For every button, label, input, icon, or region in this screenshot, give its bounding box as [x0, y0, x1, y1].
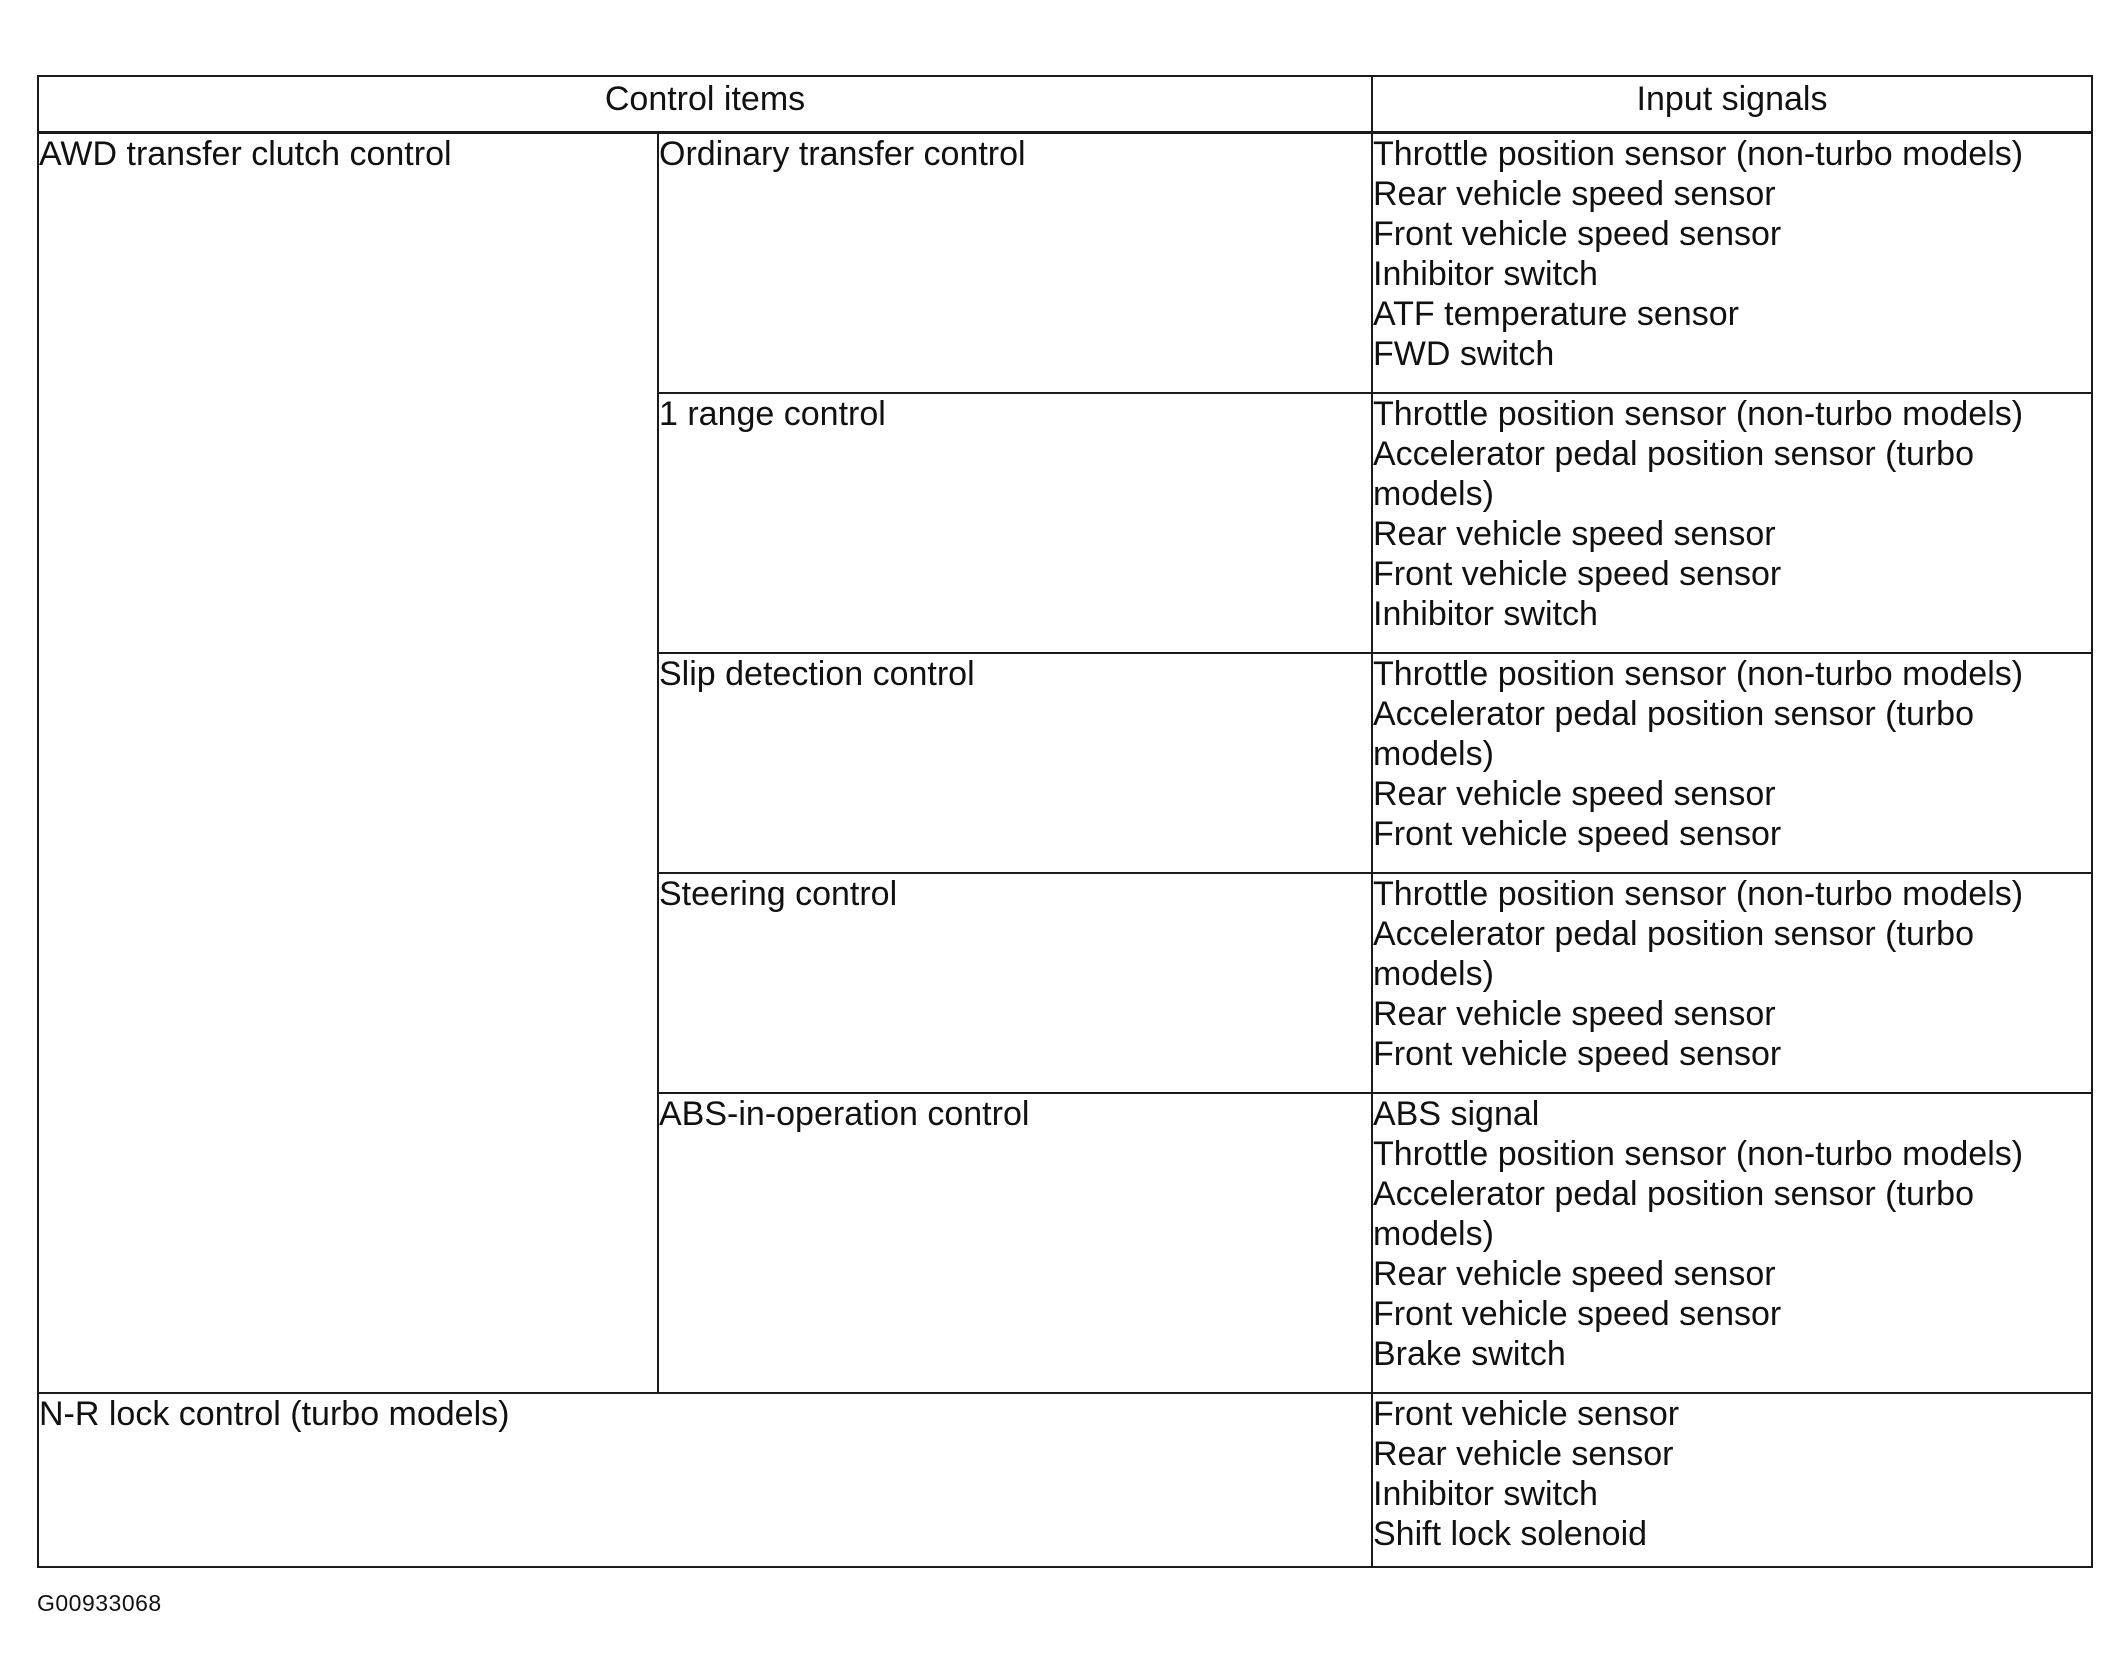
signal-item: Front vehicle speed sensor — [1373, 814, 1782, 853]
figure-id: G00933068 — [37, 1590, 162, 1616]
nr-lock-control-label: N-R lock control (turbo models) — [38, 1393, 1372, 1567]
signal-item: Accelerator pedal position sensor (turbo models) — [1373, 1174, 1974, 1253]
signal-item: Rear vehicle sensor — [1373, 1434, 1674, 1473]
control-item-label: 1 range control — [658, 393, 1372, 653]
header-row — [38, 76, 2092, 133]
awd-group-label: AWD transfer clutch control — [38, 133, 658, 1393]
signal-item: Front vehicle speed sensor — [1373, 1294, 1782, 1333]
control-item-label: ABS-in-operation control — [658, 1093, 1372, 1393]
control-item-label: Steering control — [658, 873, 1372, 1093]
signal-item: Throttle position sensor (non-turbo models) — [1373, 654, 2024, 693]
header-input-signals: Input signals — [1372, 76, 2092, 133]
table-row — [38, 133, 2092, 393]
signal-item: FWD switch — [1373, 335, 1555, 373]
table-row — [38, 1393, 2092, 1567]
signal-item: Brake switch — [1373, 1334, 1566, 1373]
signal-item: ATF temperature sensor — [1373, 295, 1739, 333]
signal-item: Rear vehicle speed sensor — [1373, 1254, 1776, 1293]
signal-item: Inhibitor switch — [1373, 594, 1598, 633]
signal-item: Front vehicle sensor — [1373, 1394, 1680, 1433]
signal-item: Shift lock solenoid — [1373, 1514, 1648, 1553]
signal-item: Rear vehicle speed sensor — [1373, 175, 1776, 213]
signal-item: Inhibitor switch — [1373, 255, 1598, 293]
input-signals-cell — [1372, 393, 2092, 653]
signal-item: Accelerator pedal position sensor (turbo models) — [1373, 914, 1974, 993]
control-items-table — [37, 75, 2093, 1568]
input-signals-cell — [1372, 653, 2092, 873]
signal-item: Rear vehicle speed sensor — [1373, 994, 1776, 1033]
signal-item: Front vehicle speed sensor — [1373, 215, 1782, 253]
signal-item: Throttle position sensor (non-turbo models) — [1373, 135, 2024, 173]
control-item-label: Ordinary transfer control — [658, 133, 1372, 393]
signal-item: ABS signal — [1373, 1094, 1540, 1133]
control-item-label: Slip detection control — [658, 653, 1372, 873]
input-signals-cell — [1372, 873, 2092, 1093]
signal-item: Front vehicle speed sensor — [1373, 554, 1782, 593]
signal-item: Front vehicle speed sensor — [1373, 1034, 1782, 1073]
signal-item: Accelerator pedal position sensor (turbo models) — [1373, 694, 1974, 773]
input-signals-cell — [1372, 1393, 2092, 1567]
signal-item: Inhibitor switch — [1373, 1474, 1598, 1513]
signal-item: Rear vehicle speed sensor — [1373, 774, 1776, 813]
input-signals-cell — [1372, 133, 2092, 393]
signal-item: Throttle position sensor (non-turbo models) — [1373, 1134, 2024, 1173]
signal-item: Accelerator pedal position sensor (turbo models) — [1373, 434, 1974, 513]
input-signals-cell — [1372, 1093, 2092, 1393]
header-control-items: Control items — [38, 76, 1372, 133]
signal-item: Throttle position sensor (non-turbo models) — [1373, 874, 2024, 913]
signal-item: Rear vehicle speed sensor — [1373, 514, 1776, 553]
signal-item: Throttle position sensor (non-turbo models) — [1373, 394, 2024, 433]
